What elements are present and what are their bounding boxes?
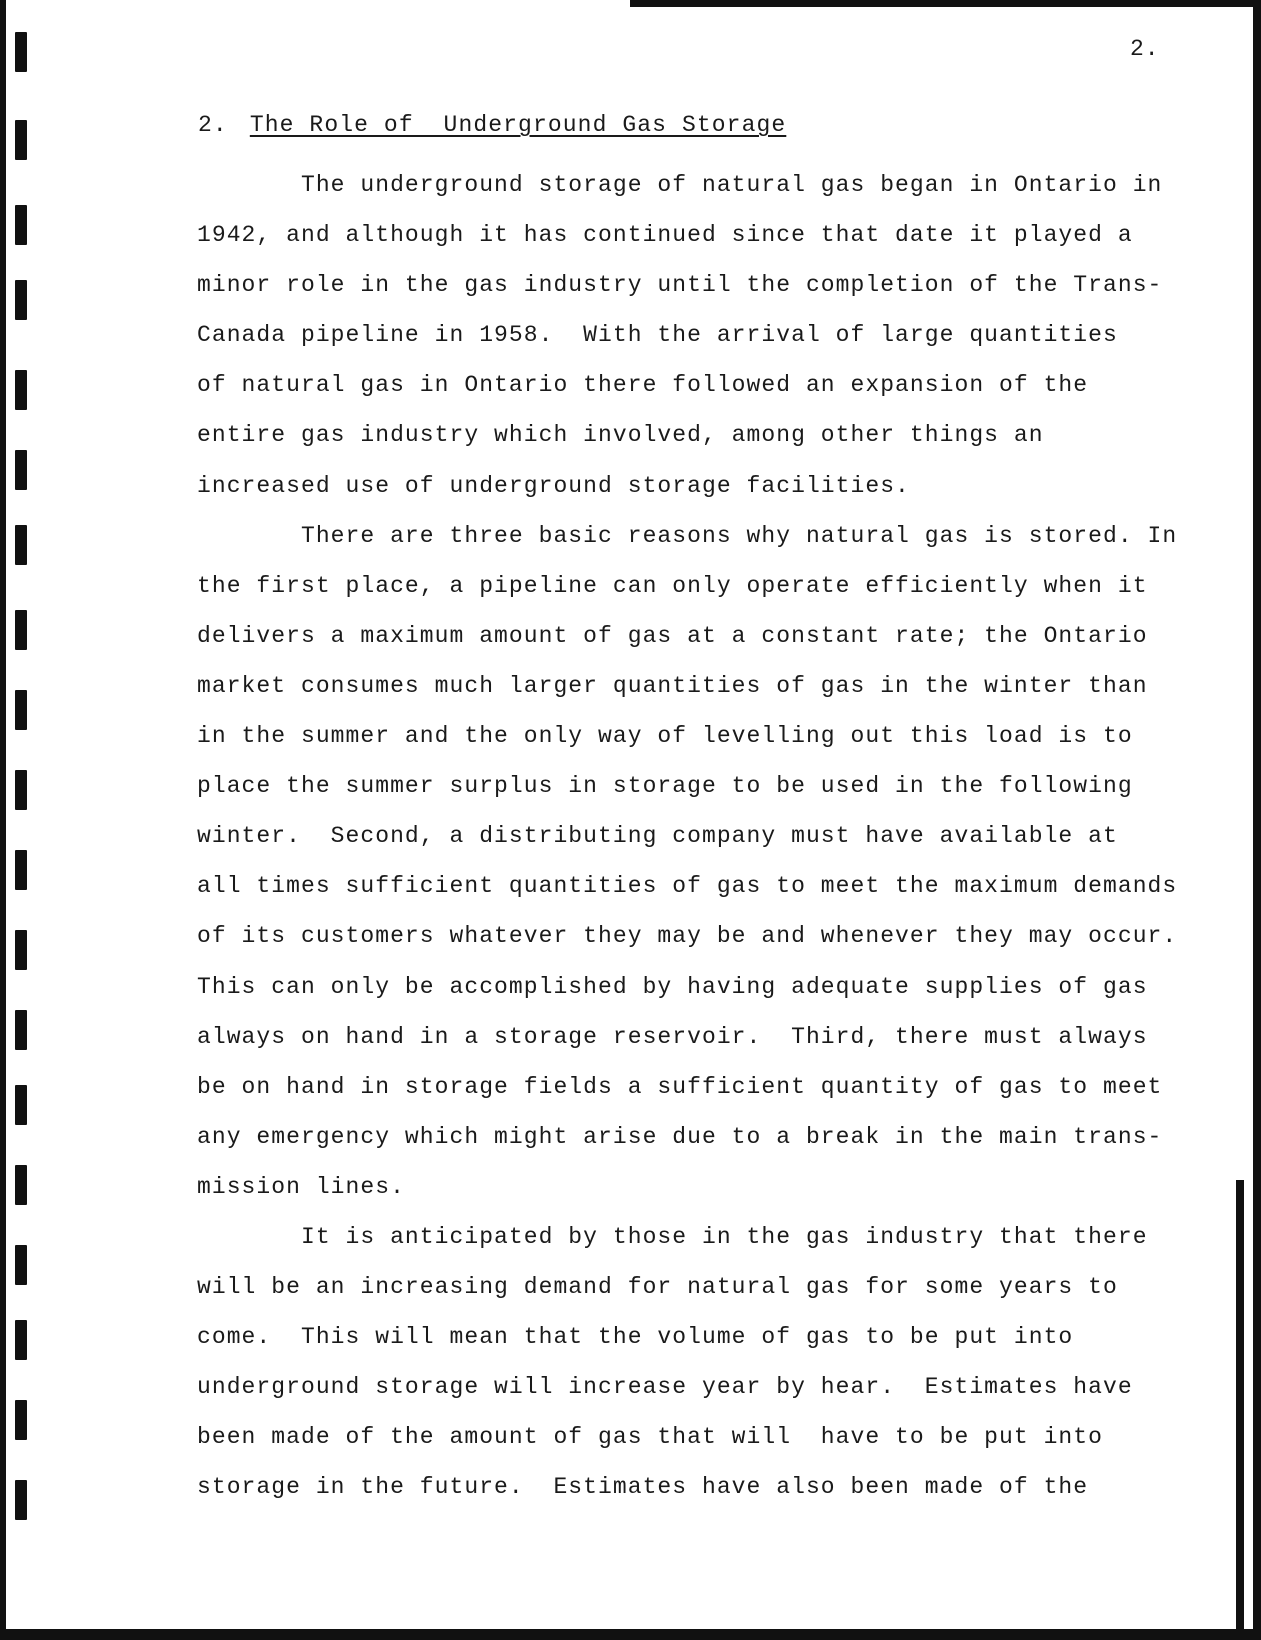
text-line: delivers a maximum amount of gas at a constant rate; the Ontario bbox=[197, 622, 1148, 649]
scan-edge-top bbox=[630, 0, 1261, 7]
binder-mark bbox=[15, 930, 27, 970]
binder-mark bbox=[15, 370, 27, 410]
binder-mark bbox=[15, 1320, 27, 1360]
binder-mark bbox=[15, 280, 27, 320]
binder-mark bbox=[15, 610, 27, 650]
binder-mark bbox=[15, 205, 27, 245]
binder-mark bbox=[15, 1085, 27, 1125]
text-line: place the summer surplus in storage to be used in the following bbox=[197, 773, 1133, 800]
text-line: storage in the future. Estimates have also been made of the bbox=[197, 1474, 1089, 1501]
binder-mark bbox=[15, 525, 27, 565]
text-line: market consumes much larger quantities of gas in the winter than bbox=[197, 672, 1148, 699]
scan-edge-right bbox=[1253, 0, 1261, 1640]
scan-edge-bottom bbox=[0, 1629, 1261, 1640]
text-line: There are three basic reasons why natural gas is stored. In bbox=[197, 522, 1178, 549]
text-line: always on hand in a storage reservoir. Third, there must always bbox=[197, 1023, 1148, 1050]
binder-mark bbox=[15, 450, 27, 490]
binder-mark bbox=[15, 1480, 27, 1520]
text-line: the first place, a pipeline can only operate efficiently when it bbox=[197, 572, 1148, 599]
page-number: 2. bbox=[1130, 36, 1160, 62]
text-line: any emergency which might arise due to a break in the main trans- bbox=[197, 1123, 1163, 1150]
text-line: This can only be accomplished by having adequate supplies of gas bbox=[197, 973, 1148, 1000]
section-heading bbox=[198, 112, 786, 138]
binder-mark bbox=[15, 1010, 27, 1050]
scan-edge-right-inner bbox=[1236, 1180, 1244, 1630]
binder-mark bbox=[15, 1165, 27, 1205]
text-line: 1942, and although it has continued since that date it played a bbox=[197, 222, 1133, 249]
text-line: be on hand in storage fields a sufficient quantity of gas to meet bbox=[197, 1073, 1163, 1100]
text-line: will be an increasing demand for natural gas for some years to bbox=[197, 1274, 1118, 1301]
text-line: winter. Second, a distributing company must have available at bbox=[197, 823, 1118, 850]
text-line: increased use of underground storage facilities. bbox=[197, 472, 910, 499]
binder-mark bbox=[15, 690, 27, 730]
text-line: been made of the amount of gas that will have to be put into bbox=[197, 1424, 1103, 1451]
text-line: Canada pipeline in 1958. With the arrival of large quantities bbox=[197, 322, 1118, 349]
text-line: underground storage will increase year by hear. Estimates have bbox=[197, 1374, 1133, 1401]
binder-mark bbox=[15, 32, 27, 72]
text-line: entire gas industry which involved, among other things an bbox=[197, 422, 1044, 449]
text-line: all times sufficient quantities of gas to meet the maximum demands bbox=[197, 873, 1178, 900]
text-line: mission lines. bbox=[197, 1173, 405, 1200]
section-number: 2. bbox=[198, 112, 228, 138]
binder-mark bbox=[15, 850, 27, 890]
text-line: of natural gas in Ontario there followed an expansion of the bbox=[197, 372, 1089, 399]
section-title: The Role of Underground Gas Storage bbox=[249, 112, 787, 138]
text-line: The underground storage of natural gas began in Ontario in bbox=[197, 172, 1163, 198]
text-line: of its customers whatever they may be and whenever they may occur. bbox=[197, 923, 1178, 950]
text-line: in the summer and the only way of levelling out this load is to bbox=[197, 723, 1133, 750]
text-line: come. This will mean that the volume of gas to be put into bbox=[197, 1324, 1074, 1351]
body-text bbox=[197, 160, 1207, 1513]
text-line: minor role in the gas industry until the completion of the Trans- bbox=[197, 272, 1163, 299]
binder-mark bbox=[15, 770, 27, 810]
binder-mark bbox=[15, 1400, 27, 1440]
binder-mark bbox=[15, 120, 27, 160]
text-line: It is anticipated by those in the gas industry that there bbox=[197, 1223, 1148, 1250]
binder-mark bbox=[15, 1245, 27, 1285]
scan-edge-left bbox=[0, 0, 6, 1640]
